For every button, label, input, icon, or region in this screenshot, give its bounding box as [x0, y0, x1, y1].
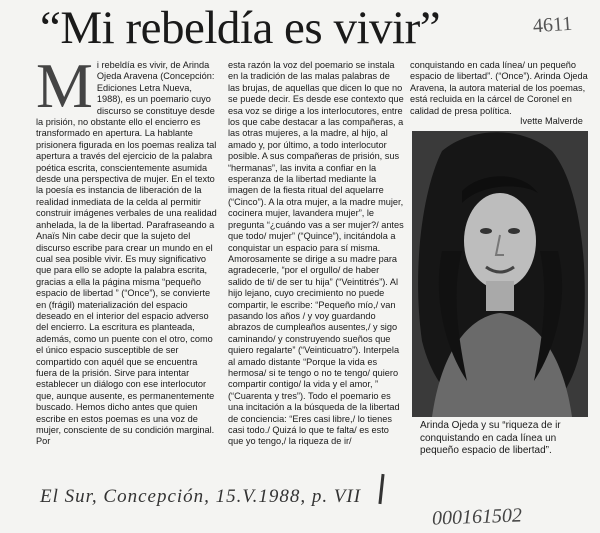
portrait-photo	[412, 131, 588, 417]
drop-cap: M	[36, 50, 93, 121]
author-byline: Ivette Malverde	[520, 116, 583, 126]
column-2-text: esta razón la voz del poemario se instala en la tradición de las malas palabras de las brujas, de aquellas que dicen lo que no se puede decir. Es desde ese contexto que esa voz se dirige a los interlocutores, entre los que cabe destacar a las compañeras, a las otras mujeres, a la madre, al hijo, al amado y, por último, a todo interlocutor posible. A sus compañeras de prisión, sus “hermanas”, las invita a confiar en la esperanza de la libertad mediante la imagen de la fiesta ritual del aquelarre (“Cinco”). A la otra mujer, a la madre mujer, cocinera mujer, lavandera mujer”, le pregunta “¿cuándo vas a ser mujer?/ antes que todo/ mujer” (“Quince”), incitándola a conquistar un espacio para sí misma. Amorosamente se dirige a su madre para agradecerle, “por el orgullo/ de haber salido de ti/ de ser tu hija” (“Veintitrés”). Al hijo lejano, cuyo crecimiento no puede compartir, le escribe: “Pequeño mío,/ van pasando los años / y voy guardando abrazos de cumpleaños ausentes,/ y sigo caminando/ y construyendo sueños que quiero regalarte” (“Veinticuatro”). Interpela al amado distante “Porque la vida es hermosa/ si te tengo o no te tengo/ quiero compartir contigo/ la vida y el amor, ” (“Cuarenta y tres”). Todo el poemario es una incitación a la búsqueda de la libertad de conciencia: “Eres casi libre,/ lo tienes casi todo./ Quizá lo que te falta/ es esto que yo tengo,/ la riqueza de ir/	[228, 60, 404, 447]
photo-caption: Arinda Ojeda y su “riqueza de ir conquistando en cada línea un pequeño espacio de libertad”.	[420, 420, 561, 457]
column-3-text: conquistando en cada línea/ un pequeño espacio de libertad”. (“Once”). Arinda Ojeda Aravena, la autora material de los poemas, está recluida en la cárcel de Coronel en calidad de presa política.	[410, 60, 588, 116]
pen-mark	[378, 474, 384, 504]
archive-number-bottom: 000161502	[431, 504, 523, 530]
article-column-1	[36, 50, 220, 448]
handwritten-source-note: El Sur, Concepción, 15.V.1988, p. VII	[40, 486, 362, 507]
archive-number-top: 4611	[532, 12, 573, 38]
headline: “Mi rebeldía es vivir”	[40, 2, 441, 54]
column-1-text: i rebeldía es vivir, de Arinda Ojeda Aravena (Concepción: Ediciones Letra Nueva, 1988), es un poemario cuyo discurso se constituye desde la prisión, no obstante ello el encierro es transformado en apertura. La hablante prisionera figurada en los poemas realiza tal apertura a través del ejercicio de la palabra poética escrita, conscientemente asumida desde una perspectiva de mujer. En el texto la poesía es instancia de liberación de la realidad inmediata de la celda al permitir construir imágenes verbales de una realidad anhelada, la de la libertad. Parafraseando a Anaïs Nin cabe decir que la sujeto del discurso escribe para crear un mundo en el cual sea posible vivir. Es muy significativo que para ello se adopte la palabra escrita, gracias a ella la página misma “pequeño espacio de libertad ” (“Once”), se convierte en (frágil) materialización del espacio deseado en el interior del espacio adverso del encierro. La escritura es planteada, además, como un puente con el otro, como el único espacio susceptible de ser compartido con aquél que se encuentra fuera de la prisión. Sirve para intentar establecer un diálogo con ese interlocutor que, aunque ausente, es permanentemente buscado. Hemos dicho antes que quien escribe en estos poemas es una voz de mujer, consciente de su condición marginal. Por	[36, 60, 217, 447]
article-column-2	[228, 60, 404, 448]
article-column-3	[410, 60, 590, 117]
